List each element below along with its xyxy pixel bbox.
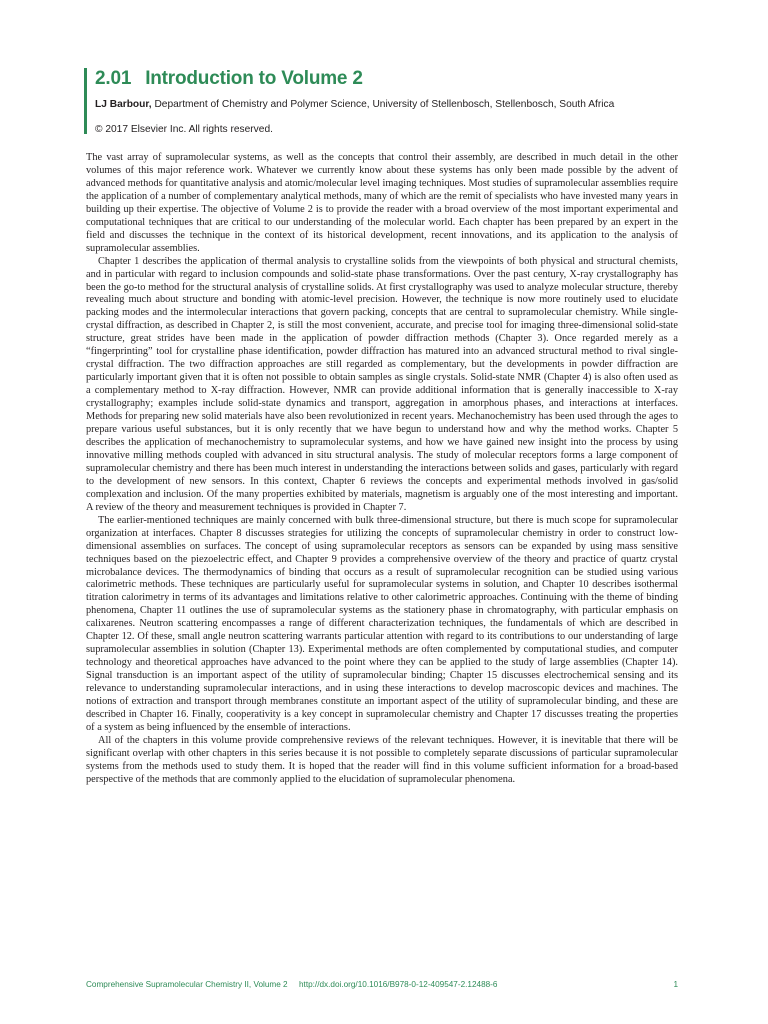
header-accent-bar [84, 68, 87, 134]
copyright-notice: © 2017 Elsevier Inc. All rights reserved. [95, 124, 273, 135]
author-affiliation: Department of Chemistry and Polymer Science, University of Stellenbosch, Stellenbosch, South Africa [154, 99, 615, 110]
footer-doi-link[interactable]: http://dx.doi.org/10.1016/B978-0-12-409547-2.12488-6 [299, 980, 498, 989]
chapter-title-text: Introduction to Volume 2 [145, 68, 363, 89]
page-number: 1 [673, 980, 678, 989]
chapter-title [95, 68, 363, 90]
paragraph: Chapter 1 describes the application of thermal analysis to crystalline solids from the viewpoints of both physical and structural chemists, and in particular with regard to inclusion compounds and solid-state phase transformations. Over the past century, X-ray crystallography has been the go-to method for the structural analysis of crystalline solids. At first crystallography was used to analyze molecular structure, thereby revealing much about structure and bonding with atomic-level precision. However, the technique is now more routinely used to elucidate packing modes and the intermolecular interactions that govern packing, concepts that are central to supramolecular chemistry. While single-crystal diffraction, as described in Chapter 2, is still the most convenient, accurate, and precise tool for imaging three-dimensional solid-state structure, great strides have been made in the application of powder diffraction methods (Chapter 3). Once regarded merely as a “fingerprinting” tool for crystalline phase identification, powder diffraction has matured into an advanced structural method to rival single-crystal diffraction. The two diffraction approaches are still regarded as complementary, but the developments in powder diffraction are particularly important given that it is often not possible to obtain samples as single crystals. Solid-state NMR (Chapter 4) is also often used as a complementary method to X-ray diffraction. However, NMR can provide additional information that is generally inaccessible to X-ray crystallography; examples include solid-state dynamics and transport, aggregation in amorphous phases, and interactions at interfaces. Methods for preparing new solid materials have also been revolutionized in recent years. Mechanochemistry has been used through the ages to prepare various useful substances, but it is only recently that we have begun to understand how and why the method works. Chapter 5 describes the application of mechanochemistry to supramolecular systems, and how we have gained new insight into the process by using innovative milling methods coupled with advanced in situ structural analysis. The study of molecular receptors forms a large component of supramolecular chemistry and there has been much interest in understanding the interactions between solids and gases, particularly with regard to the development of new sensors. In this context, Chapter 6 reviews the concepts and experimental methods involved in gas/solid complexation and inclusion. Of the many properties exhibited by materials, magnetism is arguably one of the most interesting and important. A review of the theory and measurement techniques is provided in Chapter 7. [86, 255, 678, 513]
author-line [95, 99, 614, 110]
paragraph: The vast array of supramolecular systems, as well as the concepts that control their assembly, are described in much detail in the other volumes of this major reference work. Whatever we currently know about these systems has only been made possible by the advent of advanced methods for quantitative analysis and atomic/molecular level imaging techniques. Most studies of supramolecular assemblies require the application of a number of complementary analytical methods, many of which are the remit of specialists who have invested many years in building up their expertise. The objective of Volume 2 is to provide the reader with a broad overview of the most important experimental and computational techniques that are critical to our understanding of the molecular world. Each chapter has been prepared by an expert in the field and discusses the technique in the context of its historical development, recent innovations, and its application to the analysis of supramolecular assemblies. [86, 152, 678, 254]
chapter-header [84, 64, 704, 136]
article-body [86, 152, 678, 787]
chapter-number: 2.01 [95, 68, 132, 89]
paragraph: The earlier-mentioned techniques are mainly concerned with bulk three-dimensional structure, but there is much scope for supramolecular organization at interfaces. Chapter 8 discusses strategies for utilizing the concepts of supramolecular chemistry in order to construct low-dimensional assemblies on surfaces. The concept of using supramolecular receptors as sensors can be expanded by using mass sensitive techniques based on the piezoelectric effect, and Chapter 9 provides a comprehensive overview of the theory and practice of quartz crystal microbalance devices. The thermodynamics of binding that occurs as a result of supramolecular recognition can be studied using various calorimetric methods. These techniques are particularly useful for supramolecular systems in solution, and Chapter 10 describes isothermal titration calorimetry in terms of its advantages and limitations relative to other calorimetric approaches. Continuing with the theme of binding phenomena, Chapter 11 outlines the use of supramolecular systems as the stationery phase in chromatography, with particular emphasis on calixarenes. Neutron scattering encompasses a range of different characterization techniques, the fundamentals of which are described in Chapter 12. Of these, small angle neutron scattering warrants particular attention with regard to its contributions to our understanding of large supramolecular assemblies in solution (Chapter 13). Experimental methods are often complemented by computational studies, and computer technology and theoretical approaches have advanced to the point where they can be applied to the study of large assemblies (Chapter 14). Signal transduction is an important aspect of the utility of supramolecular binding; Chapter 15 discusses electrochemical sensing and its relevance to understanding supramolecular interactions, and in using these interactions to develop macroscopic devices and machines. The notions of extraction and transport through membranes constitute an important aspect of the utility of supramolecular binding, and these are described in Chapter 16. Finally, cooperativity is a key concept in supramolecular chemistry and Chapter 17 discusses treating the properties of a system as being influenced by the ensemble of interactions. [86, 514, 678, 733]
page-footer [86, 980, 678, 992]
author-name: LJ Barbour, [95, 99, 152, 110]
paragraph: All of the chapters in this volume provide comprehensive reviews of the relevant techniques. However, it is inevitable that there will be significant overlap with other chapters in this series because it is not possible to completely separate discussions of particular supramolecular systems from the methods used to study them. It is hoped that the reader will find in this volume sufficient information for a broad-based perspective of the methods that are commonly applied to the elucidation of supramolecular phenomena. [86, 734, 678, 785]
footer-journal-title: Comprehensive Supramolecular Chemistry II, Volume 2 [86, 980, 288, 989]
